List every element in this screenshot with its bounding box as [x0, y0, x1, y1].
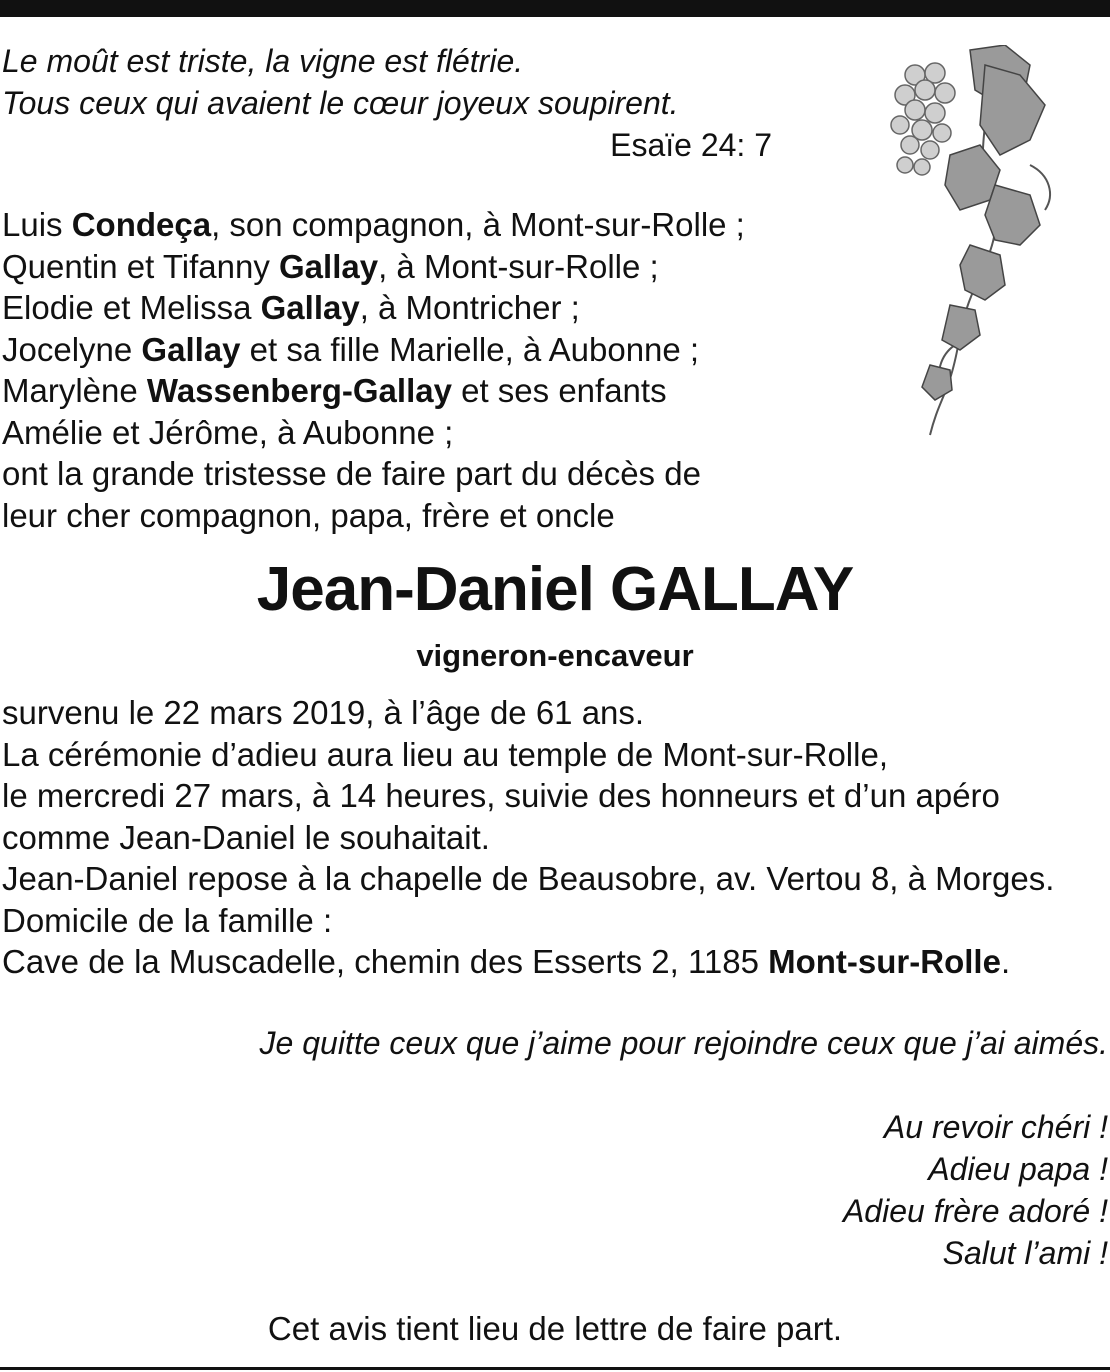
- farewell-messages: [843, 1106, 1108, 1274]
- family-text: Luis: [2, 206, 72, 243]
- farewell-quote: Je quitte ceux que j’aime pour rejoindre ceux que j’ai aimés.: [259, 1025, 1108, 1061]
- address-punct: .: [1000, 943, 1011, 980]
- grape-vine-illustration: [880, 45, 1080, 445]
- family-text: Amélie et Jérôme, à Aubonne ;: [2, 413, 454, 451]
- family-line: [2, 370, 862, 412]
- family-line: [2, 329, 862, 371]
- epigraph-line: Le moût est triste, la vigne est flétrie.: [2, 43, 524, 79]
- family-line: [2, 287, 862, 329]
- top-border-rule: [0, 0, 1110, 17]
- family-line: [2, 453, 862, 495]
- family-text: et ses enfants: [451, 372, 667, 409]
- farewell-line: Au revoir chéri !: [883, 1109, 1108, 1145]
- details-line: le mercredi 27 mars, à 14 heures, suivie des honneurs et d’un apéro: [2, 777, 1000, 814]
- farewell-line: Adieu frère adoré !: [842, 1193, 1108, 1229]
- bottom-border-rule: [0, 1367, 1110, 1370]
- family-text: , à Montricher ;: [359, 289, 580, 326]
- details-line: survenu le 22 mars 2019, à l’âge de 61 ans.: [2, 694, 645, 731]
- family-text: leur cher compagnon, papa, frère et oncle: [2, 496, 615, 534]
- deceased-name: Jean-Daniel GALLAY: [256, 555, 854, 624]
- epigraph-line: Tous ceux qui avaient le cœur joyeux soupirent.: [2, 85, 679, 121]
- deceased-profession: vigneron-encaveur: [416, 638, 694, 673]
- details-line: Domicile de la famille :: [2, 901, 333, 939]
- details-line: Jean-Daniel repose à la chapelle de Beausobre, av. Vertou 8, à Morges.: [2, 860, 1055, 897]
- family-text: Jocelyne: [2, 330, 142, 368]
- family-surname: Gallay: [141, 330, 241, 368]
- ceremony-details: [2, 692, 1102, 983]
- family-announcement: [2, 204, 862, 536]
- family-surname: Gallay: [279, 247, 379, 285]
- family-surname: Gallay: [260, 289, 360, 326]
- details-line: La cérémonie d’adieu aura lieu au temple de Mont-sur-Rolle,: [2, 735, 888, 773]
- family-line: [2, 412, 862, 454]
- family-text: Elodie et Melissa: [2, 289, 261, 326]
- address-place: Mont-sur-Rolle: [768, 943, 1001, 980]
- closing-note: Cet avis tient lieu de lettre de faire part.: [267, 1310, 843, 1347]
- farewell-line: Adieu papa !: [928, 1151, 1108, 1187]
- family-line: [2, 495, 862, 537]
- family-text: , son compagnon, à Mont-sur-Rolle ;: [211, 206, 745, 243]
- family-text: ont la grande tristesse de faire part du décès de: [2, 455, 701, 492]
- family-surname: Wassenberg-Gallay: [146, 372, 452, 409]
- farewell-line: Salut l’ami !: [942, 1235, 1108, 1271]
- family-line: [2, 204, 862, 246]
- bible-reference: Esaïe 24: 7: [610, 127, 772, 163]
- details-line: comme Jean-Daniel le souhaitait.: [2, 818, 490, 856]
- family-text: Quentin et Tifanny: [2, 247, 280, 285]
- epigraph: [2, 40, 782, 166]
- family-text: , à Mont-sur-Rolle ;: [378, 247, 659, 285]
- address-text: Cave de la Muscadelle, chemin des Esserts 2, 1185: [2, 943, 769, 980]
- family-text: Marylène: [2, 372, 147, 409]
- family-text: et sa fille Marielle, à Aubonne ;: [240, 330, 700, 368]
- family-address: [2, 941, 1102, 983]
- family-surname: Condeça: [71, 206, 212, 243]
- family-line: [2, 246, 862, 288]
